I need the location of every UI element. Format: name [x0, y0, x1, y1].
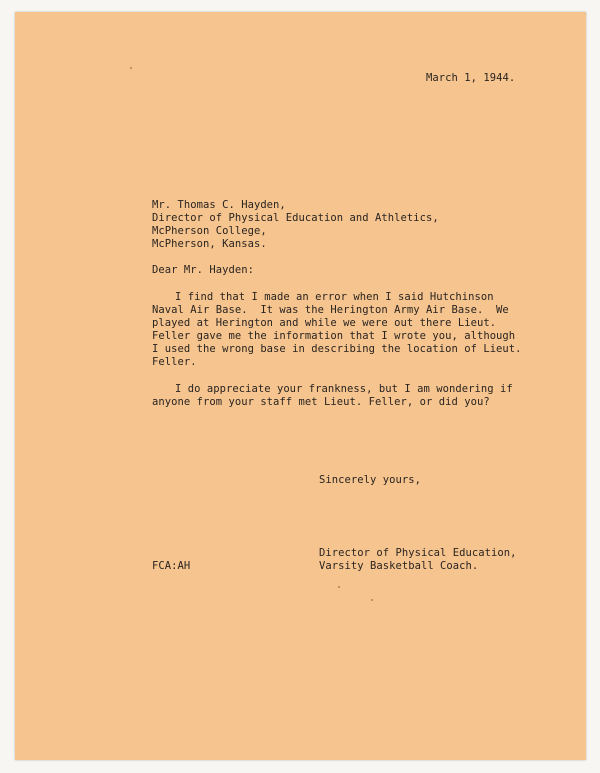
body-line: I used the wrong base in describing the location of Lieut. [152, 343, 522, 355]
closing: Sincerely yours, [319, 474, 421, 486]
paper-speck [338, 586, 340, 588]
letter-date: March 1, 1944. [426, 72, 516, 84]
body-line: anyone from your staff met Lieut. Feller, or did you? [152, 396, 490, 408]
address-line: Director of Physical Education and Athletics, [152, 212, 439, 224]
address-line: Mr. Thomas C. Hayden, [152, 199, 286, 211]
address-line: McPherson, Kansas. [152, 238, 267, 250]
address-line: McPherson College, [152, 225, 267, 237]
signature-title-line: Director of Physical Education, [319, 547, 517, 559]
letter-page [15, 12, 586, 760]
initials: FCA:AH [152, 560, 191, 572]
body-line: Feller. [152, 356, 197, 368]
body-line: Feller gave me the information that I wrote you, although [152, 330, 516, 342]
body-line: I do appreciate your frankness, but I am wondering if [175, 383, 513, 395]
body-line: I find that I made an error when I said Hutchinson [175, 291, 494, 303]
body-line: played at Herington and while we were out there Lieut. [152, 317, 497, 329]
body-line: Naval Air Base. It was the Herington Army Air Base. We [152, 304, 509, 316]
salutation: Dear Mr. Hayden: [152, 264, 254, 276]
paper-speck [130, 67, 132, 69]
signature-title-line: Varsity Basketball Coach. [319, 560, 479, 572]
paper-speck [371, 599, 373, 601]
